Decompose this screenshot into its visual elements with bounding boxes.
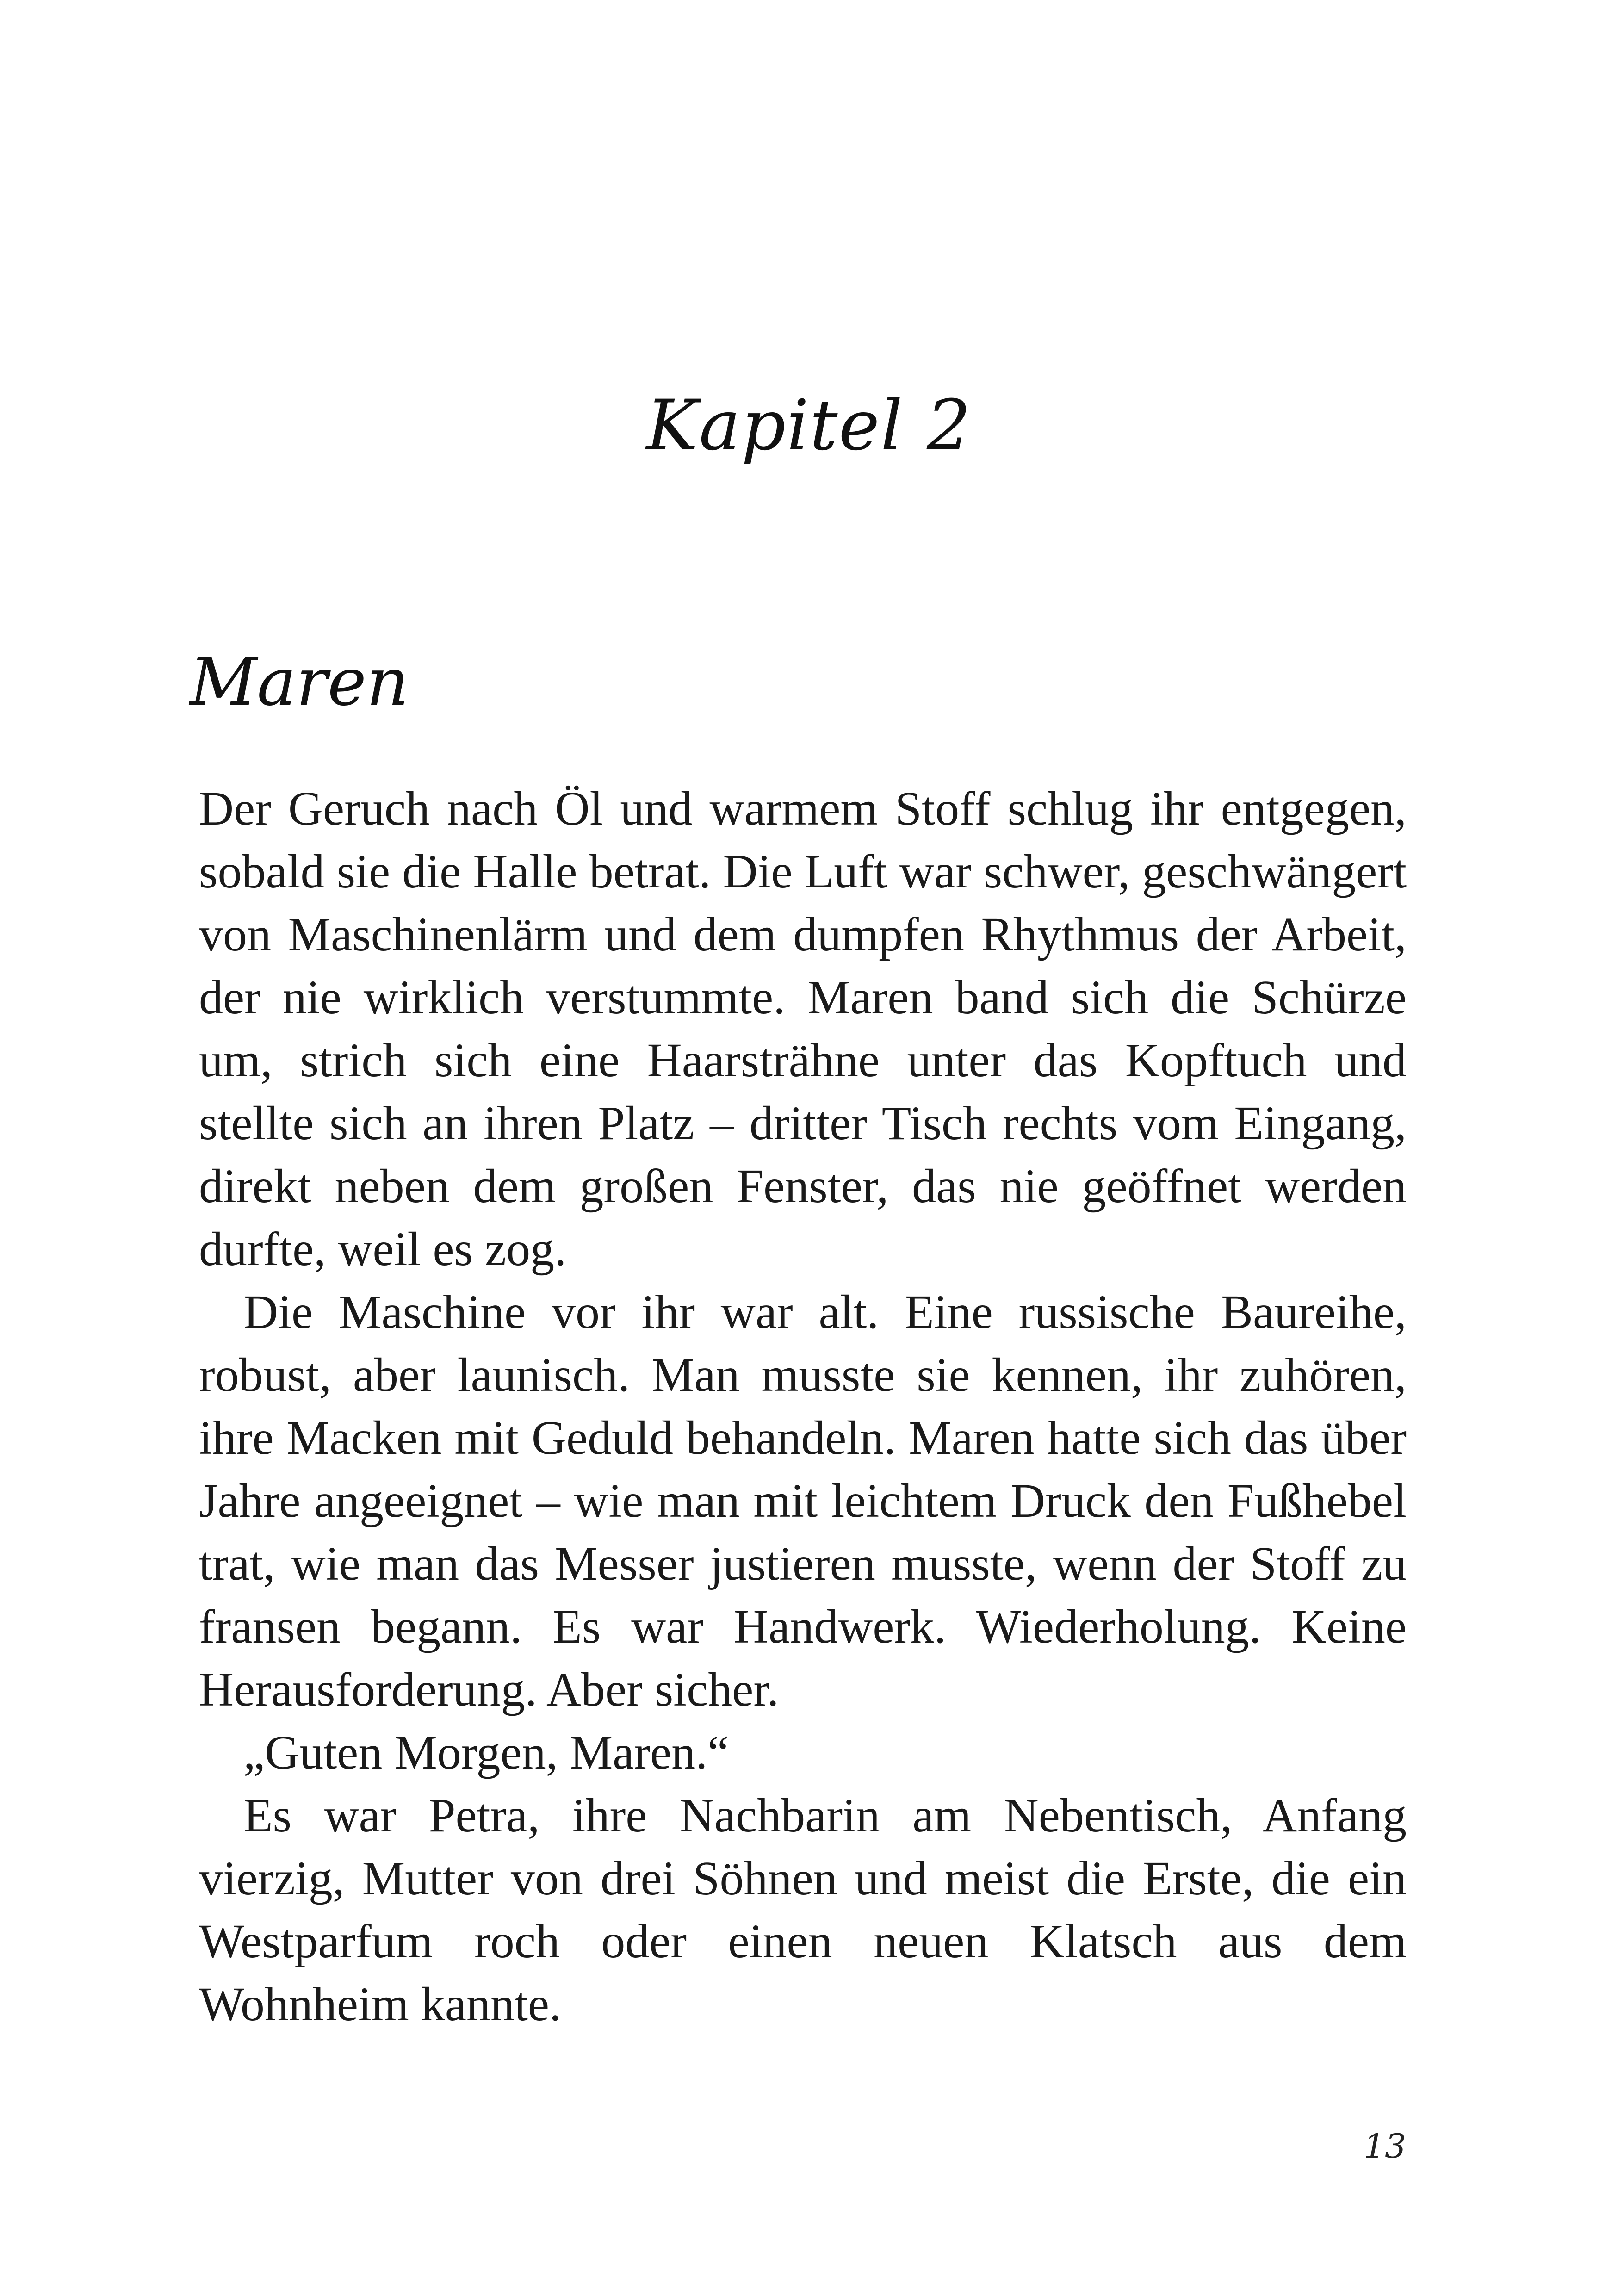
paragraph-3-dialogue: „Guten Morgen, Maren.“: [243, 1726, 729, 1779]
chapter-title: Kapitel 2: [646, 385, 972, 466]
section-title: Maren: [190, 644, 409, 720]
paragraph-4: Es war Petra, ihre Nachbarin am Nebentisch, Anfang vierzig, Mutter von drei Söhnen und meist die Erste, die ein Westparfum roch oder einen neuen Klatsch aus dem Wohnheim kannte.: [199, 1789, 1407, 2031]
body-text: [199, 777, 1407, 2036]
paragraph-1: Der Geruch nach Öl und warmem Stoff schlug ihr entgegen, sobald sie die Halle betrat. Die Luft war schwer, geschwängert von Maschinenlärm und dem dumpfen Rhythmus der Arbeit, der nie wirklich verstummte. Maren band sich die Schürze um, strich sich eine Haarsträhne unter das Kopftuch und stellte sich an ihren Platz – dritter Tisch rechts vom Eingang, direkt neben dem großen Fenster, das nie geöffnet werden durfte, weil es zog.: [199, 782, 1407, 1276]
page-number: 13: [1364, 2127, 1406, 2166]
paragraph-2: Die Maschine vor ihr war alt. Eine russische Baureihe, robust, aber launisch. Man musste sie kennen, ihr zuhören, ihre Macken mit Geduld behandeln. Maren hatte sich das über Jahre angeeignet – wie man mit leichtem Druck den Fußhebel trat, wie man das Messer justieren musste, wenn der Stoff zu fransen begann. Es war Handwerk. Wiederholung. Keine Herausforderung. Aber sicher.: [199, 1285, 1407, 1716]
